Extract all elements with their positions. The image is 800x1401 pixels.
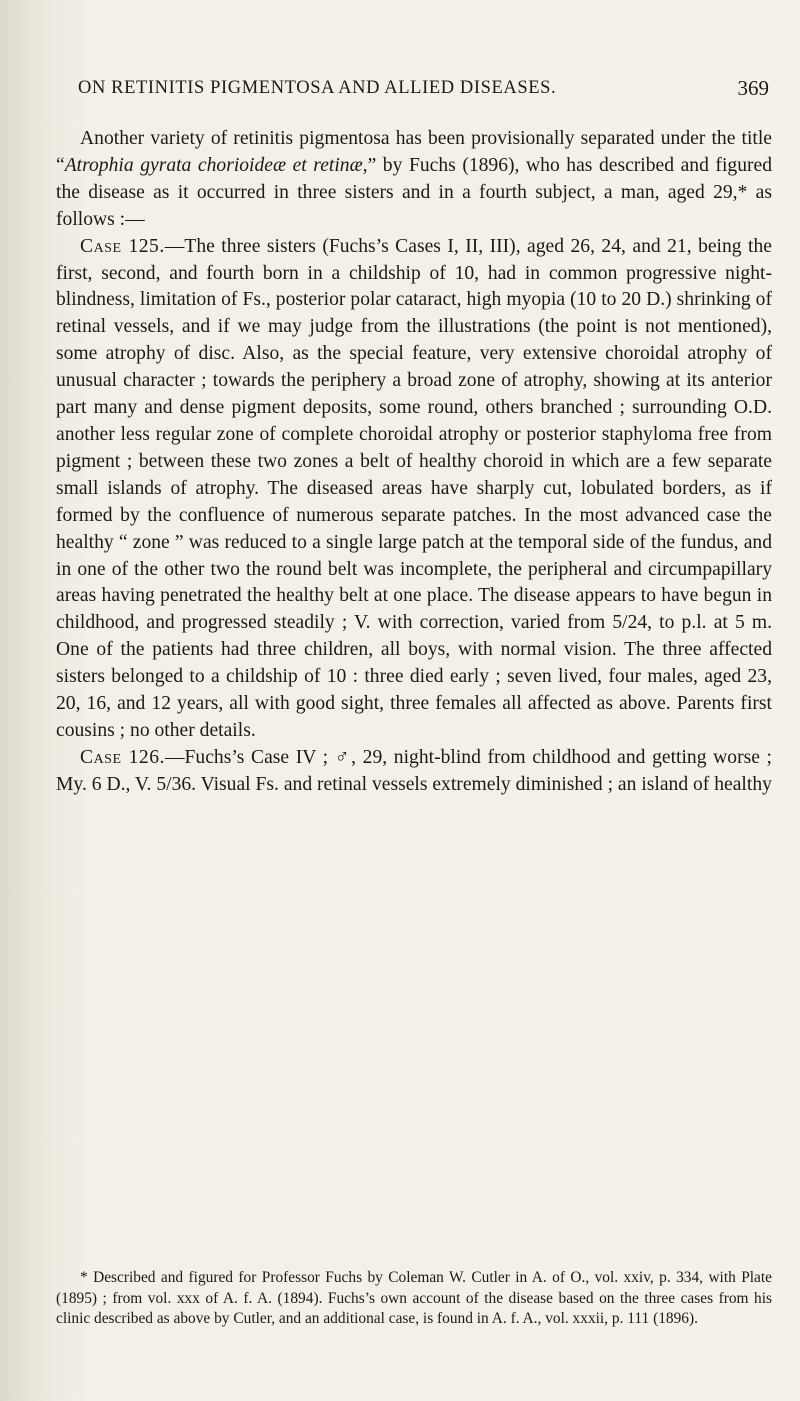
page-number: 369	[737, 76, 769, 100]
paragraph-intro-text-b: ” by Fuchs (1896), who has described and figured the disease as it occurred in three sisters and in a fourth subject, a man, aged 29,* as follows :—	[56, 154, 773, 230]
footnote-text: * Described and figured for Professor Fuchs by Coleman W. Cutler in A. of O., vol. xxiv, p. 334, with Plate (1895) ; from vol. xxx of A. f. A. (1894). Fuchs’s own account of the disease based on the three cases from his clinic described as above by Cutler, and an additional case, is found in A. f. A., vol. xxxii, p. 111 (1896).	[56, 1269, 772, 1328]
paragraph-intro	[56, 126, 772, 234]
running-title: ON RETINITIS PIGMENTOSA AND ALLIED DISEASES.	[78, 78, 557, 98]
footnote	[56, 1268, 772, 1330]
case-126-text: —Fuchs’s Case IV ; ♂, 29, night-blind from childhood and getting worse ; My. 6 D., V. 5/36. Visual Fs. and retinal vessels extremely diminished ; an island of healthy	[56, 746, 772, 795]
case-125-heading: Case 125.	[80, 235, 165, 257]
disease-title-italic: Atrophia gyrata chorioideæ et retinæ,	[64, 154, 368, 176]
paragraph-case-125	[56, 234, 772, 745]
paragraph-case-126	[56, 745, 772, 799]
case-125-text: —The three sisters (Fuchs’s Cases I, II, III), aged 26, 24, and 21, being the first, second, and fourth born in a childship of 10, had in common progressive night-blindness, limitation of Fs., posterior polar cataract, high myopia (10 to 20 D.) shrinking of retinal vessels, and if we may judge from the illustrations (the point is not mentioned), some atrophy of disc. Also, as the special feature, very extensive choroidal atrophy of unusual character ; towards the periphery a broad zone of atrophy, showing at its anterior part many and dense pigment deposits, some round, others branched ; surrounding O.D. another less regular zone of complete choroidal atrophy or posterior staphyloma free from pigment ; between these two zones a belt of healthy choroid in which are a few separate small islands of atrophy. The diseased areas have sharply cut, lobulated borders, as if formed by the confluence of numerous separate patches. In the most advanced case the healthy “ zone ” was reduced to a single large patch at the temporal side of the fundus, and in one of the other two the round belt was incomplete, the peripheral and circumpapillary areas having penetrated the healthy belt at one place. The disease appears to have begun in childhood, and progressed steadily ; V. with correction, varied from 5/24, to p.l. at 5 m. One of the patients had three children, all boys, with normal vision. The three affected sisters belonged to a childship of 10 : three died early ; seven lived, four males, aged 23, 20, 16, and 12 years, all with good sight, three females all affected as above. Parents first cousins ; no other details.	[56, 235, 772, 741]
main-text	[56, 126, 772, 799]
paragraph-intro-text-a: Another variety of retinitis pigmentosa has been provisionally separated under the title “	[56, 128, 772, 176]
case-126-heading: Case 126.	[80, 746, 165, 768]
